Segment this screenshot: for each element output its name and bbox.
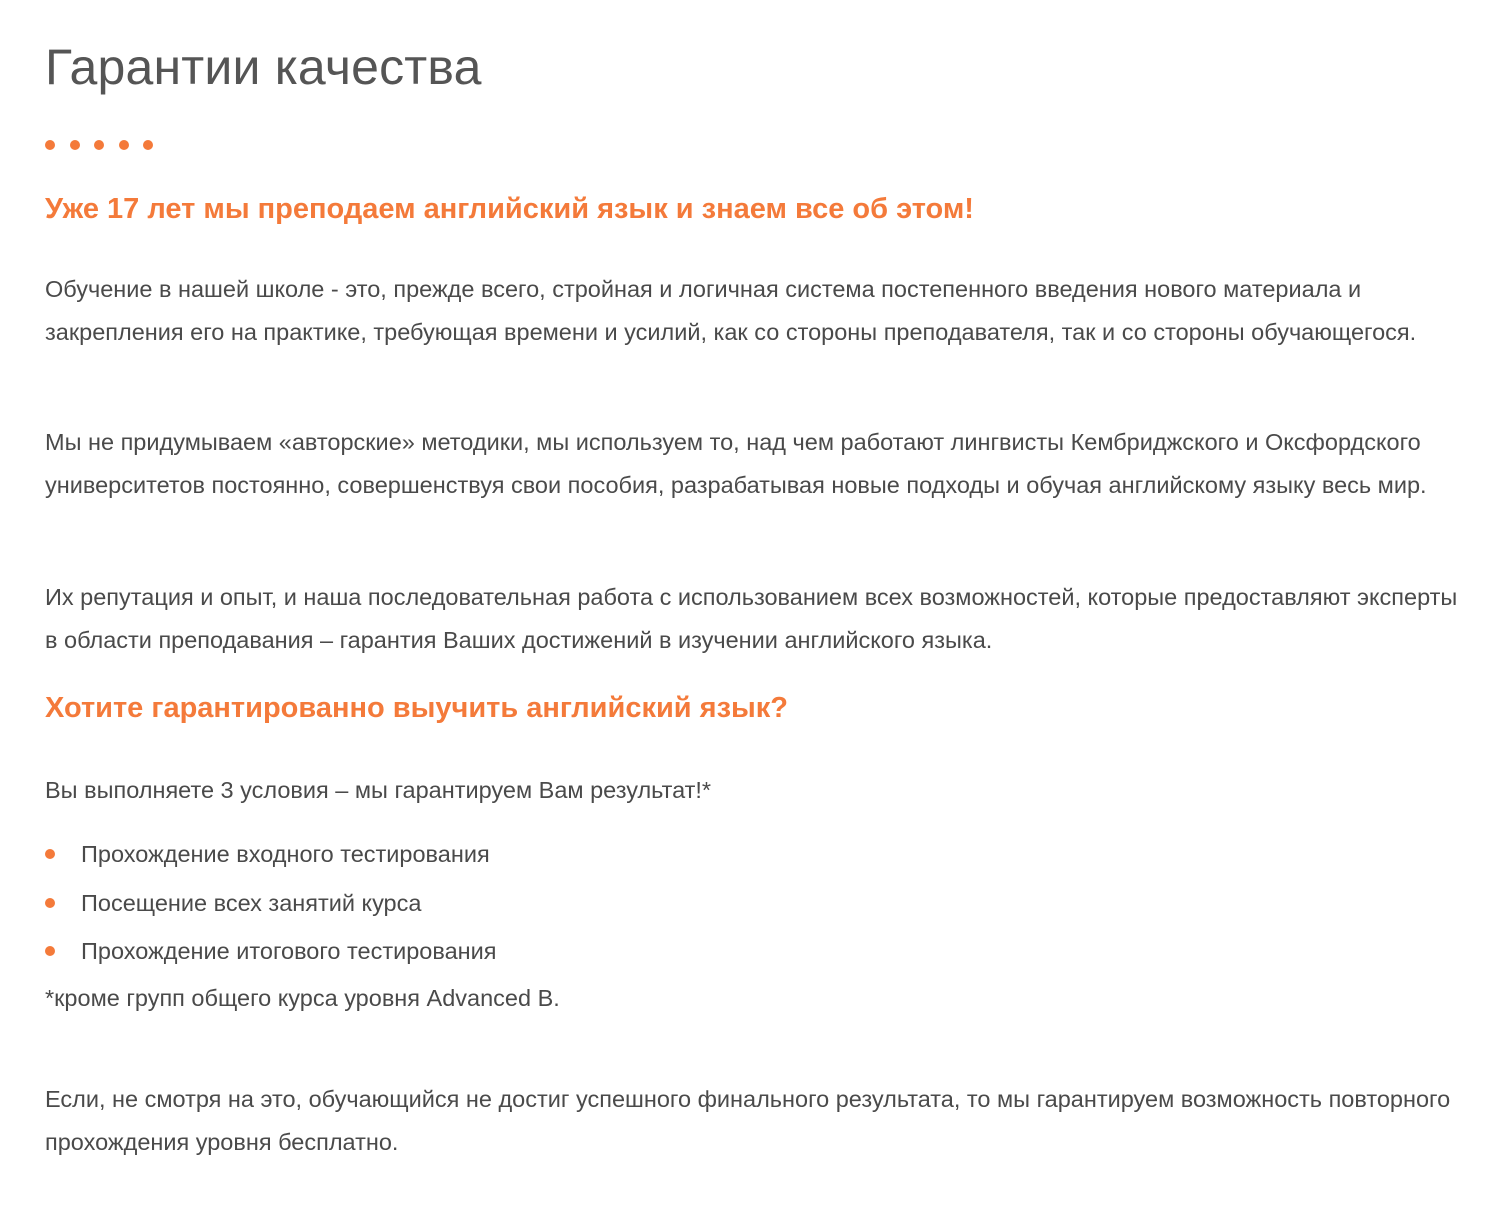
conditions-intro: Вы выполняете 3 условия – мы гарантируем Вам результат!* xyxy=(45,777,712,803)
condition-text: Прохождение входного тестирования xyxy=(81,841,490,867)
list-item xyxy=(45,830,497,879)
dot-icon xyxy=(119,140,129,150)
five-dots-divider-icon xyxy=(45,140,153,150)
experience-heading: Уже 17 лет мы преподаем английский язык и знаем все об этом! xyxy=(45,193,974,225)
condition-text: Прохождение итогового тестирования xyxy=(81,938,497,964)
paragraph-learning-system: Обучение в нашей школе - это, прежде всего, стройная и логичная система постепенного введения нового материала и закрепления его на практике, требующая времени и усилий, как со стороны преподавателя, так и со стороны обучающегося. xyxy=(45,276,1417,345)
closing-paragraph: Если, не смотря на это, обучающийся не достиг успешного финального результата, то мы гарантируем возможность повторного прохождения уровня бесплатно. xyxy=(45,1086,1451,1155)
condition-text: Посещение всех занятий курса xyxy=(81,889,422,916)
bullet-dot-icon xyxy=(45,849,55,859)
page-title: Гарантии качества xyxy=(45,39,482,95)
paragraph-reputation: Их репутация и опыт, и наша последовательная работа с использованием всех возможностей, которые предоставляют эксперты в области преподавания – гарантия Ваших достижений в изучении английского языка. xyxy=(45,584,1458,653)
list-item xyxy=(45,879,497,928)
dot-icon xyxy=(70,140,80,150)
paragraph-methodology: Мы не придумываем «авторские» методики, мы используем то, над чем работают лингвисты Кембриджского и Оксфордского университетов постоянно, совершенствуя свои пособия, разрабатывая новые подходы и обучая английскому языку весь мир. xyxy=(45,429,1427,498)
bullet-dot-icon xyxy=(45,898,55,908)
bullet-dot-icon xyxy=(45,946,55,956)
conditions-list xyxy=(45,830,497,976)
dot-icon xyxy=(143,140,153,150)
footnote: *кроме групп общего курса уровня Advanced B. xyxy=(45,985,560,1011)
list-item xyxy=(45,927,497,976)
guarantee-heading: Хотите гарантированно выучить английский язык? xyxy=(45,692,789,724)
dot-icon xyxy=(94,140,104,150)
dot-icon xyxy=(45,140,55,150)
